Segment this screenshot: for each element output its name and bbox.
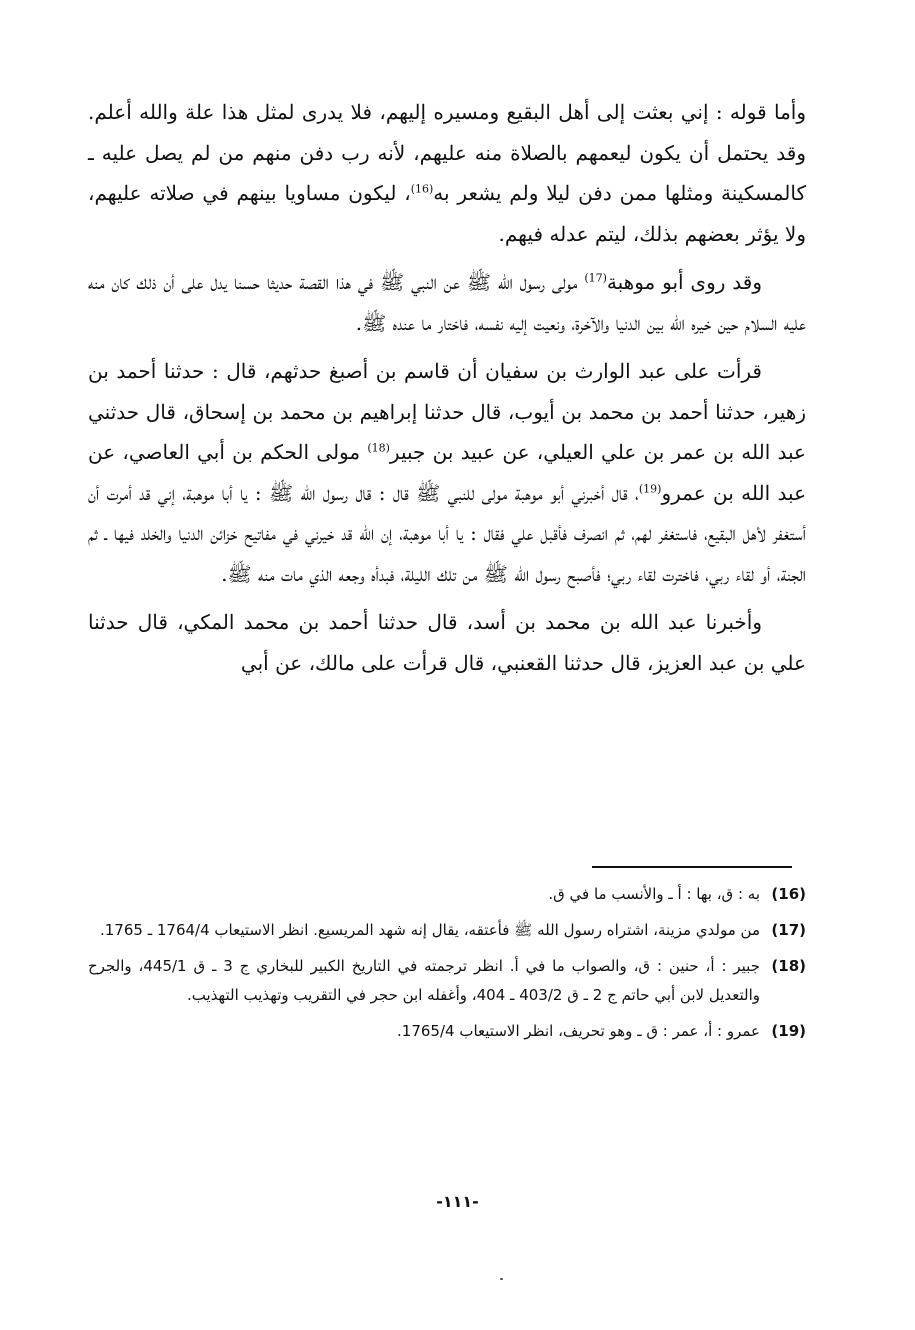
footnote-ref-19[interactable]: (19): [638, 481, 662, 495]
footnote-number: (17): [771, 921, 806, 939]
main-text: [88, 92, 806, 691]
footnote-text: جبير : أ، حنين : ق، والصواب ما في أ. انظر ترجمته في التاريخ الكبير للبخاري ج 3 ـ ق 445/1، والجرح والتعديل لابن أبي حاتم ج 2 ـ ق 403/2 ـ 404، وأغفله ابن حجر في التقريب وتهذيب التهذيب.: [88, 957, 760, 1004]
footnote-ref-18[interactable]: (18): [367, 441, 390, 455]
paragraph-1: [88, 92, 806, 254]
paragraph-text: مولى رسول الله ﷺ عن النبي ﷺ في هذا القصة حديثا حسنا يدل على أن ذلك كان منه عليه السلام حين خيره الله بين الدنيا والآخرة، ونعيت إليه نفسه، فاختار ما عنده ﷺ.: [88, 270, 806, 335]
paragraph-3: [88, 351, 806, 594]
footnotes: [88, 880, 806, 1053]
paragraph-text: قرأت على عبد الوارث بن سفيان أن قاسم بن أصبغ حدثهم، قال : حدثنا أحمد بن زهير، حدثنا أحمد بن محمد بن أيوب، قال حدثنا إبراهيم بن محمد بن إسحاق، قال حدثني عبد الله بن عمر بن علي العيلي، عن عبيد بن جبير: [88, 359, 806, 464]
footnote-17: [88, 916, 806, 945]
page-number: -١١١-: [436, 1192, 479, 1211]
footnote-text: به : ق، بها : أ ـ والأنسب ما في ق.: [548, 885, 760, 903]
footnote-18: [88, 952, 806, 1010]
footnote-ref-17[interactable]: (17): [584, 271, 607, 285]
paragraph-4: [88, 602, 806, 683]
paragraph-text: مولى الحكم بن أبي العاصي، عن عبد الله بن عمرو: [88, 440, 806, 505]
paragraph-text: وأما قوله : إني بعثت إلى أهل البقيع ومسيره إليهم، فلا يدرى لمثل هذا علة والله أعلم. وقد يحتمل أن يكون ليعمهم بالصلاة منه عليهم، لأنه رب دفن منهم من لم يصل عليه ـ كالمسكينة ومثلها ممن دفن ليلا ولم يشعر به: [88, 100, 807, 205]
footnote-ref-16[interactable]: (16): [410, 182, 434, 196]
footnote-19: [88, 1017, 806, 1046]
footnote-text: عمرو : أ، عمر : ق ـ وهو تحريف، انظر الاستيعاب 1765/4.: [397, 1022, 760, 1040]
footnote-divider: [592, 866, 792, 868]
footnote-number: (18): [771, 957, 806, 975]
footnote-16: [88, 880, 806, 909]
footnote-number: (19): [771, 1022, 806, 1040]
paragraph-text: ، ليكون مساويا بينهم في صلاته عليهم، ولا يؤثر بعضهم بذلك، ليتم عدله فيهم.: [88, 181, 806, 246]
paragraph-2: [88, 262, 806, 343]
paragraph-text: ، قال أخبرني أبو موهبة مولى للنبي ﷺ قال : قال رسول الله ﷺ : يا أبا موهبة، إني قد أمرت أن أستغفر لأهل البقيع، فاستغفر لهم، ثم انصرف فأقبل علي فقال : يا أبا موهبة، إن الله قد خيرني في مفاتيح خزائن الدنيا والخلد فيها ـ ثم الجنة، أو لقاء ربي، فاخترت لقاء ربي؛ فأصبح رسول الله ﷺ من تلك الليلة، فبدأه وجعه الذي مات منه ﷺ.: [88, 480, 806, 586]
footnote-text: من مولدي مزينة، اشتراه رسول الله ﷺ فأعتقه، يقال إنه شهد المريسيع. انظر الاستيعاب 1764/4 ـ 1765.: [99, 921, 760, 939]
footnote-number: (16): [771, 885, 806, 903]
paragraph-text: وقد روى أبو موهبة: [606, 270, 762, 294]
paragraph-text: وأخبرنا عبد الله بن محمد بن أسد، قال حدثنا أحمد بن محمد المكي، قال حدثنا علي بن عبد العزيز، قال حدثنا القعنبي، قال قرأت على مالك، عن أبي: [88, 610, 806, 675]
scan-speck: [500, 1278, 503, 1280]
